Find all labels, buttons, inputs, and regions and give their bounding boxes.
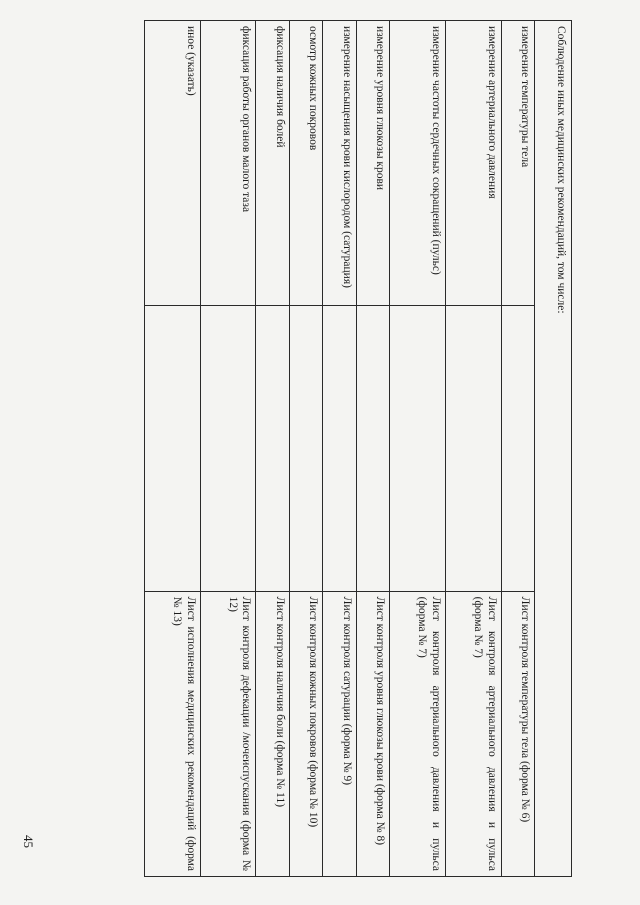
form-cell: Лист контроля кожных покровов (форма № 10) xyxy=(289,591,322,876)
note-cell xyxy=(446,306,502,591)
note-cell xyxy=(200,306,256,591)
table-row xyxy=(289,21,322,877)
note-cell xyxy=(256,306,289,591)
table-row xyxy=(200,21,256,877)
note-cell xyxy=(356,306,389,591)
note-cell xyxy=(145,306,201,591)
form-cell: Лист контроля артериального давления и пульса (форма № 7) xyxy=(446,591,502,876)
note-cell xyxy=(390,306,446,591)
note-cell xyxy=(501,306,534,591)
table-row xyxy=(356,21,389,877)
measure-cell: измерение температуры тела xyxy=(501,21,534,306)
table-row xyxy=(145,21,201,877)
measure-cell: иное (указать) xyxy=(145,21,201,306)
note-cell xyxy=(323,306,356,591)
measure-cell: фиксация наличия болей xyxy=(256,21,289,306)
form-cell: Лист контроля температуры тела (форма № 6) xyxy=(501,591,534,876)
table-row xyxy=(501,21,534,877)
table-row xyxy=(390,21,446,877)
measure-cell: измерение насыщения крови кислородом (сатурация) xyxy=(323,21,356,306)
measure-cell: измерение уровня глюкозы крови xyxy=(356,21,389,306)
form-cell: Лист контроля наличия боли (форма № 11) xyxy=(256,591,289,876)
measure-cell: осмотр кожных покровов xyxy=(289,21,322,306)
measure-cell: измерение артериального давления xyxy=(446,21,502,306)
table-header-row xyxy=(535,21,572,877)
form-cell: Лист контроля артериального давления и пульса (форма № 7) xyxy=(390,591,446,876)
measure-cell: фиксация работы органов малого таза xyxy=(200,21,256,306)
form-cell: Лист контроля сатурации (форма № 9) xyxy=(323,591,356,876)
rotated-table-frame xyxy=(144,20,572,877)
table-header-cell: Соблюдение иных медицинских рекомендаций, том числе: xyxy=(535,21,572,877)
note-cell xyxy=(289,306,322,591)
form-cell: Лист контроля уровня глюкозы крови (форма № 8) xyxy=(356,591,389,876)
form-cell: Лист контроля дефекации /мочеиспускания (форма № 12) xyxy=(200,591,256,876)
page-number: 45 xyxy=(21,835,36,848)
measure-cell: измерение частоты сердечных сокращений (пульс) xyxy=(390,21,446,306)
table-row xyxy=(323,21,356,877)
form-cell: Лист исполнения медицинских рекомендаций (форма № 13) xyxy=(145,591,201,876)
medical-recommendations-table xyxy=(144,20,572,877)
table-row xyxy=(256,21,289,877)
table-row xyxy=(446,21,502,877)
